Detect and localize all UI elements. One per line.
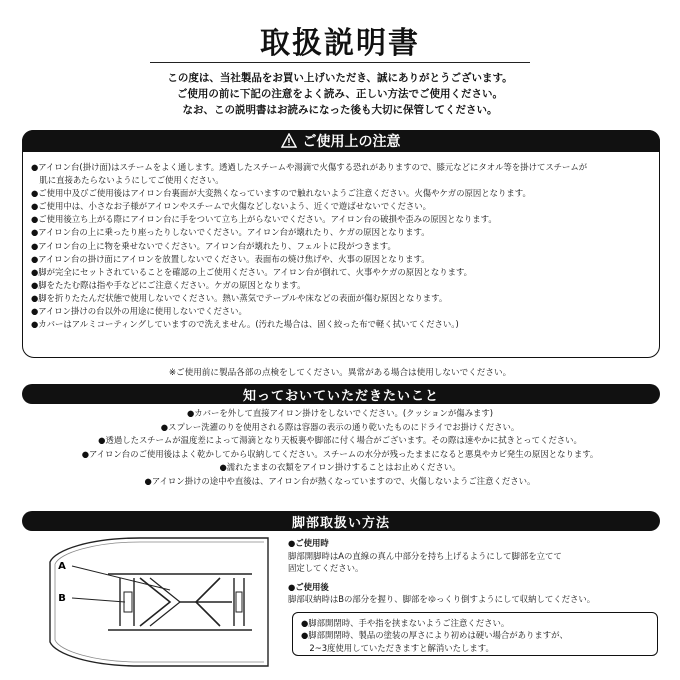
use-line: 固定してください。 xyxy=(288,563,364,574)
intro-line: この度は、当社製品をお買い上げいただき、誠にありがとうございます。 xyxy=(167,72,513,84)
know-item: ●スプレー洗濯のりを使用される際は容器の表示の通り乾いたものにドライでお掛けください。 xyxy=(160,421,520,432)
caution-item: ●ご使用中は、小さなお子様がアイロンやスチームで火傷などしないよう、近くで遊ばせないでください。 xyxy=(31,201,432,212)
caution-list xyxy=(31,161,651,331)
know-list xyxy=(0,407,680,489)
legs-heading-bar xyxy=(22,511,660,531)
caution-item: ●アイロン台の上に乗ったり座ったりしないでください。アイロン台が壊れたり、ケガの原因となります。 xyxy=(31,227,430,238)
caution-item: ●脚を折りたたんだ状態で使用しないでください。熱い蒸気でテーブルや床などの表面が傷む原因となります。 xyxy=(31,292,448,303)
label-a: A xyxy=(58,561,66,572)
know-item: ●カバーを外して直接アイロン掛けをしないでください。(クッションが傷みます) xyxy=(186,408,494,418)
after-heading: ●ご使用後 xyxy=(288,581,329,592)
know-heading: 知っておいていただきたいこと xyxy=(242,388,439,404)
warning-triangle-icon xyxy=(281,133,297,148)
pre-use-note: ※ご使用前に製品各部の点検をしてください。異常がある場合は使用しないでください。 xyxy=(168,368,512,378)
legs-heading: 脚部取扱い方法 xyxy=(291,515,390,531)
know-heading-bar xyxy=(22,384,660,404)
use-line: 脚部開脚時はAの直線の真ん中部分を持ち上げるようにして脚部を立てて xyxy=(288,550,562,561)
caution-heading: ご使用上の注意 xyxy=(302,133,401,150)
caution-item: ●ご使用中及びご使用後はアイロン台裏面が大変熱くなっていますので触れないようご注意ください。火傷やケガの原因となります。 xyxy=(31,188,531,199)
intro-line: ご使用の前に下記の注意をよく読み、正しい方法でご使用ください。 xyxy=(176,88,504,100)
after-line: 脚部収納時はBの部分を握り、脚部をゆっくり倒すようにして収納してください。 xyxy=(288,594,596,605)
legs-instructions xyxy=(288,537,668,606)
caution-heading-bar xyxy=(22,130,660,152)
know-item: ●アイロン掛けの途中や直後は、アイロン台が熱くなっていますので、火傷しないようご注意ください。 xyxy=(144,475,536,486)
know-item: ●濡れたままの衣類をアイロン掛けすることはお止めください。 xyxy=(219,462,461,473)
caution-item: ●アイロン台の上に物を乗せないでください。アイロン台が壊れたり、フェルトに段がつきます。 xyxy=(31,240,396,251)
caution-item: ●アイロン掛けの台以外の用途に使用しないでください。 xyxy=(31,306,247,317)
intro-line: なお、この説明書はお読みになった後も大切に保管してください。 xyxy=(182,104,498,116)
know-item: ●アイロン台のご使用後はよく乾かしてから収納してください。スチームの水分が残ったままになると悪臭やカビ発生の原因となります。 xyxy=(81,448,599,459)
label-b: B xyxy=(58,593,66,604)
use-heading: ●ご使用時 xyxy=(288,538,329,548)
know-item: ●透過したスチームが温度差によって湯滴となり天板裏や脚部に付く場合がございます。その際は速やかに拭きとってください。 xyxy=(98,435,582,446)
ironing-board-illustration xyxy=(20,530,282,672)
caution-item: ●カバーはアルミコーティングしていますので洗えません。(汚れた場合は、固く絞った布で軽く拭いてください。) xyxy=(31,319,459,330)
note-line: 2~3度使用していただきますと解消いたします。 xyxy=(301,642,494,653)
caution-item: ●脚をたたむ際は指や手などにご注意ください。ケガの原因となります。 xyxy=(31,279,306,290)
legs-note-box xyxy=(292,612,658,656)
caution-item: ●アイロン台(掛け面)はスチームをよく通します。透過したスチームや湯滴で火傷する恐れがありますので、膝元などにタオル等を掛けてスチームが xyxy=(31,162,588,172)
note-line: ●脚部開閉時、手や指を挟まないようご注意ください。 xyxy=(301,618,510,628)
caution-item: ●アイロン台の掛け面にアイロンを放置しないでください。表面布の焼け焦げや、火事の原因となります。 xyxy=(31,253,430,264)
ironing-board-diagram xyxy=(20,530,282,672)
document-title: 取扱説明書 xyxy=(260,26,420,61)
caution-item: ●ご使用後立ち上がる際にアイロン台に手をついて立ち上がらないでください。アイロン台の破損や歪みの原因となります。 xyxy=(31,214,497,225)
caution-item: 肌に直接あたらないようにしてご使用ください。 xyxy=(31,175,224,186)
caution-item: ●脚が完全にセットされていることを確認の上ご使用ください。アイロン台が倒れて、火事やケガの原因となります。 xyxy=(31,266,473,277)
note-line: ●脚部開閉時、製品の塗装の厚さにより初めは硬い場合がありますが、 xyxy=(301,630,568,641)
title-underline xyxy=(150,62,530,63)
intro-text xyxy=(0,70,680,118)
caution-section xyxy=(22,130,660,358)
